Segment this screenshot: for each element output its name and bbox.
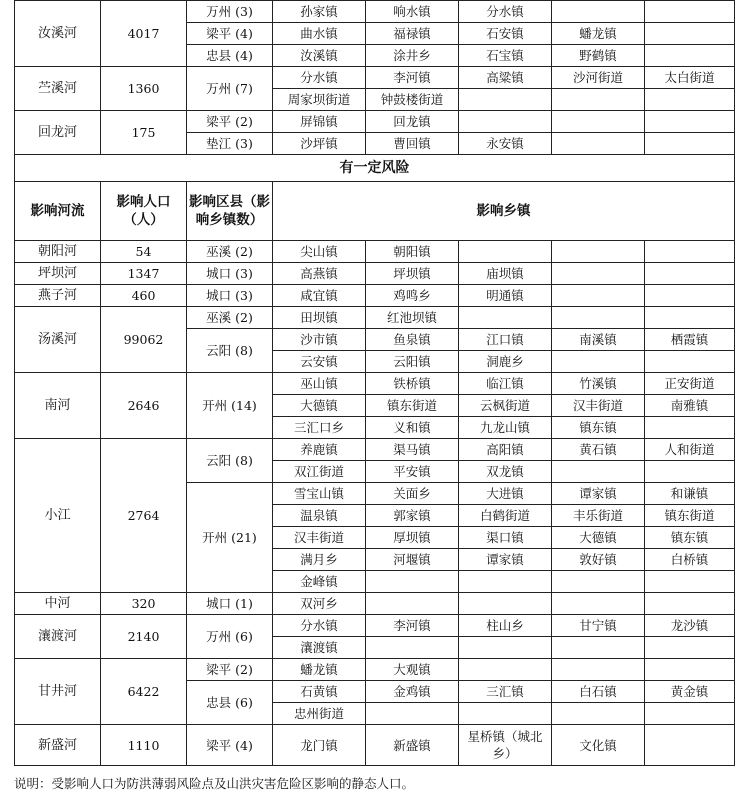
town-cell: 回龙镇 [366,111,459,133]
town-cell: 福禄镇 [366,23,459,45]
town-cell: 高阳镇 [459,439,552,461]
town-cell: 雪宝山镇 [273,483,366,505]
table-row [15,615,735,637]
empty-cell [552,703,645,725]
town-cell: 大德镇 [273,395,366,417]
county-cell: 城口 (3) [187,285,273,307]
town-cell: 黄石镇 [552,439,645,461]
town-cell: 石宝镇 [459,45,552,67]
empty-cell [552,637,645,659]
town-cell: 李河镇 [366,615,459,637]
empty-cell [552,241,645,263]
town-cell: 双江街道 [273,461,366,483]
empty-cell [366,703,459,725]
table-row [15,725,735,766]
town-cell: 白鹤街道 [459,505,552,527]
town-cell: 沙坪镇 [273,133,366,155]
empty-cell [645,263,735,285]
town-cell: 镇东街道 [645,505,735,527]
affected-population: 99062 [101,307,187,373]
empty-cell [645,45,735,67]
river-name: 坪坝河 [15,263,101,285]
empty-cell [645,307,735,329]
empty-cell [552,89,645,111]
county-cell: 梁平 (2) [187,111,273,133]
empty-cell [552,461,645,483]
table-row [15,111,735,133]
river-name: 瀼渡河 [15,615,101,659]
empty-cell [645,417,735,439]
header-row [15,182,735,241]
table-row [15,241,735,263]
section-title: 有一定风险 [15,155,735,182]
empty-cell [645,111,735,133]
town-cell: 鸡鸣乡 [366,285,459,307]
county-cell: 云阳 (8) [187,329,273,373]
empty-cell [645,133,735,155]
town-cell: 龙沙镇 [645,615,735,637]
town-cell: 周家坝街道 [273,89,366,111]
town-cell: 南溪镇 [552,329,645,351]
empty-cell [552,111,645,133]
empty-cell [459,307,552,329]
town-cell: 曹回镇 [366,133,459,155]
empty-cell [645,241,735,263]
town-cell: 九龙山镇 [459,417,552,439]
town-cell: 白桥镇 [645,549,735,571]
empty-cell [366,571,459,593]
document-page [14,0,734,792]
town-cell: 分水镇 [273,615,366,637]
town-cell: 渠口镇 [459,527,552,549]
town-cell: 黄金镇 [645,681,735,703]
town-cell: 双河乡 [273,593,366,615]
empty-cell [645,89,735,111]
town-cell: 铁桥镇 [366,373,459,395]
county-cell: 万州 (7) [187,67,273,111]
header-river: 影响河流 [15,182,101,241]
footnote: 说明：受影响人口为防洪薄弱风险点及山洪灾害危险区影响的静态人口。 [14,776,415,791]
town-cell: 温泉镇 [273,505,366,527]
town-cell: 养鹿镇 [273,439,366,461]
table-row [15,263,735,285]
town-cell: 白石镇 [552,681,645,703]
town-cell: 谭家镇 [459,549,552,571]
town-cell: 和谦镇 [645,483,735,505]
empty-cell [645,659,735,681]
town-cell: 汉丰街道 [552,395,645,417]
affected-population: 4017 [101,1,187,67]
river-name: 汝溪河 [15,1,101,67]
empty-cell [552,285,645,307]
empty-cell [552,307,645,329]
town-cell: 金鸡镇 [366,681,459,703]
town-cell: 新盛镇 [366,725,459,766]
table-row [15,659,735,681]
affected-population: 1347 [101,263,187,285]
town-cell: 江口镇 [459,329,552,351]
town-cell: 龙门镇 [273,725,366,766]
town-cell: 忠州街道 [273,703,366,725]
river-name: 苎溪河 [15,67,101,111]
affected-population: 2764 [101,439,187,593]
town-cell: 满月乡 [273,549,366,571]
town-cell: 太白街道 [645,67,735,89]
town-cell: 洞鹿乡 [459,351,552,373]
empty-cell [552,593,645,615]
empty-cell [459,593,552,615]
town-cell: 敦好镇 [552,549,645,571]
town-cell: 柱山乡 [459,615,552,637]
town-cell: 田坝镇 [273,307,366,329]
empty-cell [459,637,552,659]
affected-population: 1360 [101,67,187,111]
town-cell: 大德镇 [552,527,645,549]
town-cell: 三汇镇 [459,681,552,703]
affected-population: 54 [101,241,187,263]
town-cell: 明通镇 [459,285,552,307]
town-cell: 涂井乡 [366,45,459,67]
county-cell: 垫江 (3) [187,133,273,155]
county-cell: 城口 (1) [187,593,273,615]
town-cell: 沙河街道 [552,67,645,89]
town-cell: 汉丰街道 [273,527,366,549]
town-cell: 郭家镇 [366,505,459,527]
table-row [15,307,735,329]
empty-cell [645,593,735,615]
town-cell: 正安街道 [645,373,735,395]
county-cell: 云阳 (8) [187,439,273,483]
empty-cell [645,571,735,593]
town-cell: 孙家镇 [273,1,366,23]
town-cell: 曲水镇 [273,23,366,45]
header-population: 影响人口（人） [101,182,187,241]
affected-population: 6422 [101,659,187,725]
river-name: 朝阳河 [15,241,101,263]
town-cell: 汝溪镇 [273,45,366,67]
town-cell: 镇东镇 [645,527,735,549]
town-cell: 星桥镇（城北乡） [459,725,552,766]
town-cell: 尖山镇 [273,241,366,263]
affected-population: 320 [101,593,187,615]
town-cell: 瀼渡镇 [273,637,366,659]
town-cell: 分水镇 [273,67,366,89]
empty-cell [552,351,645,373]
town-cell: 云安镇 [273,351,366,373]
river-name: 汤溪河 [15,307,101,373]
county-cell: 忠县 (4) [187,45,273,67]
affected-population: 460 [101,285,187,307]
town-cell: 金峰镇 [273,571,366,593]
town-cell: 人和街道 [645,439,735,461]
empty-cell [459,703,552,725]
county-cell: 万州 (3) [187,1,273,23]
river-name: 南河 [15,373,101,439]
table-row [15,593,735,615]
header-county: 影响区县（影响乡镇数） [187,182,273,241]
town-cell: 义和镇 [366,417,459,439]
town-cell: 高燕镇 [273,263,366,285]
town-cell: 大进镇 [459,483,552,505]
risk-table [14,0,735,766]
empty-cell [645,461,735,483]
town-cell: 关面乡 [366,483,459,505]
county-cell: 城口 (3) [187,263,273,285]
river-name: 中河 [15,593,101,615]
empty-cell [459,241,552,263]
town-cell: 蟠龙镇 [273,659,366,681]
county-cell: 万州 (6) [187,615,273,659]
section-row [15,155,735,182]
town-cell: 临江镇 [459,373,552,395]
town-cell: 南雅镇 [645,395,735,417]
table-row [15,67,735,89]
empty-cell [552,659,645,681]
town-cell: 河堰镇 [366,549,459,571]
table-row [15,285,735,307]
town-cell: 李河镇 [366,67,459,89]
county-cell: 开州 (14) [187,373,273,439]
town-cell: 永安镇 [459,133,552,155]
town-cell: 石黄镇 [273,681,366,703]
empty-cell [459,89,552,111]
river-name: 甘井河 [15,659,101,725]
river-name: 新盛河 [15,725,101,766]
river-name: 小江 [15,439,101,593]
town-cell: 渠马镇 [366,439,459,461]
town-cell: 野鹤镇 [552,45,645,67]
town-cell: 坪坝镇 [366,263,459,285]
empty-cell [552,263,645,285]
affected-population: 1110 [101,725,187,766]
town-cell: 石安镇 [459,23,552,45]
town-cell: 沙市镇 [273,329,366,351]
town-cell: 咸宜镇 [273,285,366,307]
town-cell: 厚坝镇 [366,527,459,549]
affected-population: 2646 [101,373,187,439]
county-cell: 巫溪 (2) [187,241,273,263]
town-cell: 屏锦镇 [273,111,366,133]
table-row [15,1,735,23]
town-cell: 云阳镇 [366,351,459,373]
town-cell: 大观镇 [366,659,459,681]
affected-population: 2140 [101,615,187,659]
table-row [15,439,735,461]
table-row [15,373,735,395]
town-cell: 镇东街道 [366,395,459,417]
empty-cell [645,23,735,45]
town-cell: 云枫街道 [459,395,552,417]
town-cell: 朝阳镇 [366,241,459,263]
county-cell: 梁平 (4) [187,23,273,45]
town-cell: 响水镇 [366,1,459,23]
empty-cell [645,351,735,373]
town-cell: 庙坝镇 [459,263,552,285]
county-cell: 忠县 (6) [187,681,273,725]
town-cell: 分水镇 [459,1,552,23]
empty-cell [645,1,735,23]
empty-cell [366,593,459,615]
town-cell: 谭家镇 [552,483,645,505]
town-cell: 蟠龙镇 [552,23,645,45]
town-cell: 甘宁镇 [552,615,645,637]
river-name: 燕子河 [15,285,101,307]
empty-cell [552,571,645,593]
town-cell: 高粱镇 [459,67,552,89]
river-name: 回龙河 [15,111,101,155]
town-cell: 红池坝镇 [366,307,459,329]
town-cell: 钟鼓楼街道 [366,89,459,111]
town-cell: 竹溪镇 [552,373,645,395]
empty-cell [552,133,645,155]
empty-cell [645,725,735,766]
empty-cell [552,1,645,23]
town-cell: 平安镇 [366,461,459,483]
empty-cell [459,111,552,133]
town-cell: 丰乐街道 [552,505,645,527]
empty-cell [645,703,735,725]
town-cell: 栖霞镇 [645,329,735,351]
empty-cell [459,659,552,681]
county-cell: 梁平 (4) [187,725,273,766]
empty-cell [366,637,459,659]
county-cell: 巫溪 (2) [187,307,273,329]
county-cell: 梁平 (2) [187,659,273,681]
town-cell: 双龙镇 [459,461,552,483]
town-cell: 巫山镇 [273,373,366,395]
town-cell: 镇东镇 [552,417,645,439]
empty-cell [645,637,735,659]
header-towns: 影响乡镇 [273,182,735,241]
town-cell: 三汇口乡 [273,417,366,439]
town-cell: 文化镇 [552,725,645,766]
town-cell: 鱼泉镇 [366,329,459,351]
affected-population: 175 [101,111,187,155]
empty-cell [645,285,735,307]
county-cell: 开州 (21) [187,483,273,593]
empty-cell [459,571,552,593]
